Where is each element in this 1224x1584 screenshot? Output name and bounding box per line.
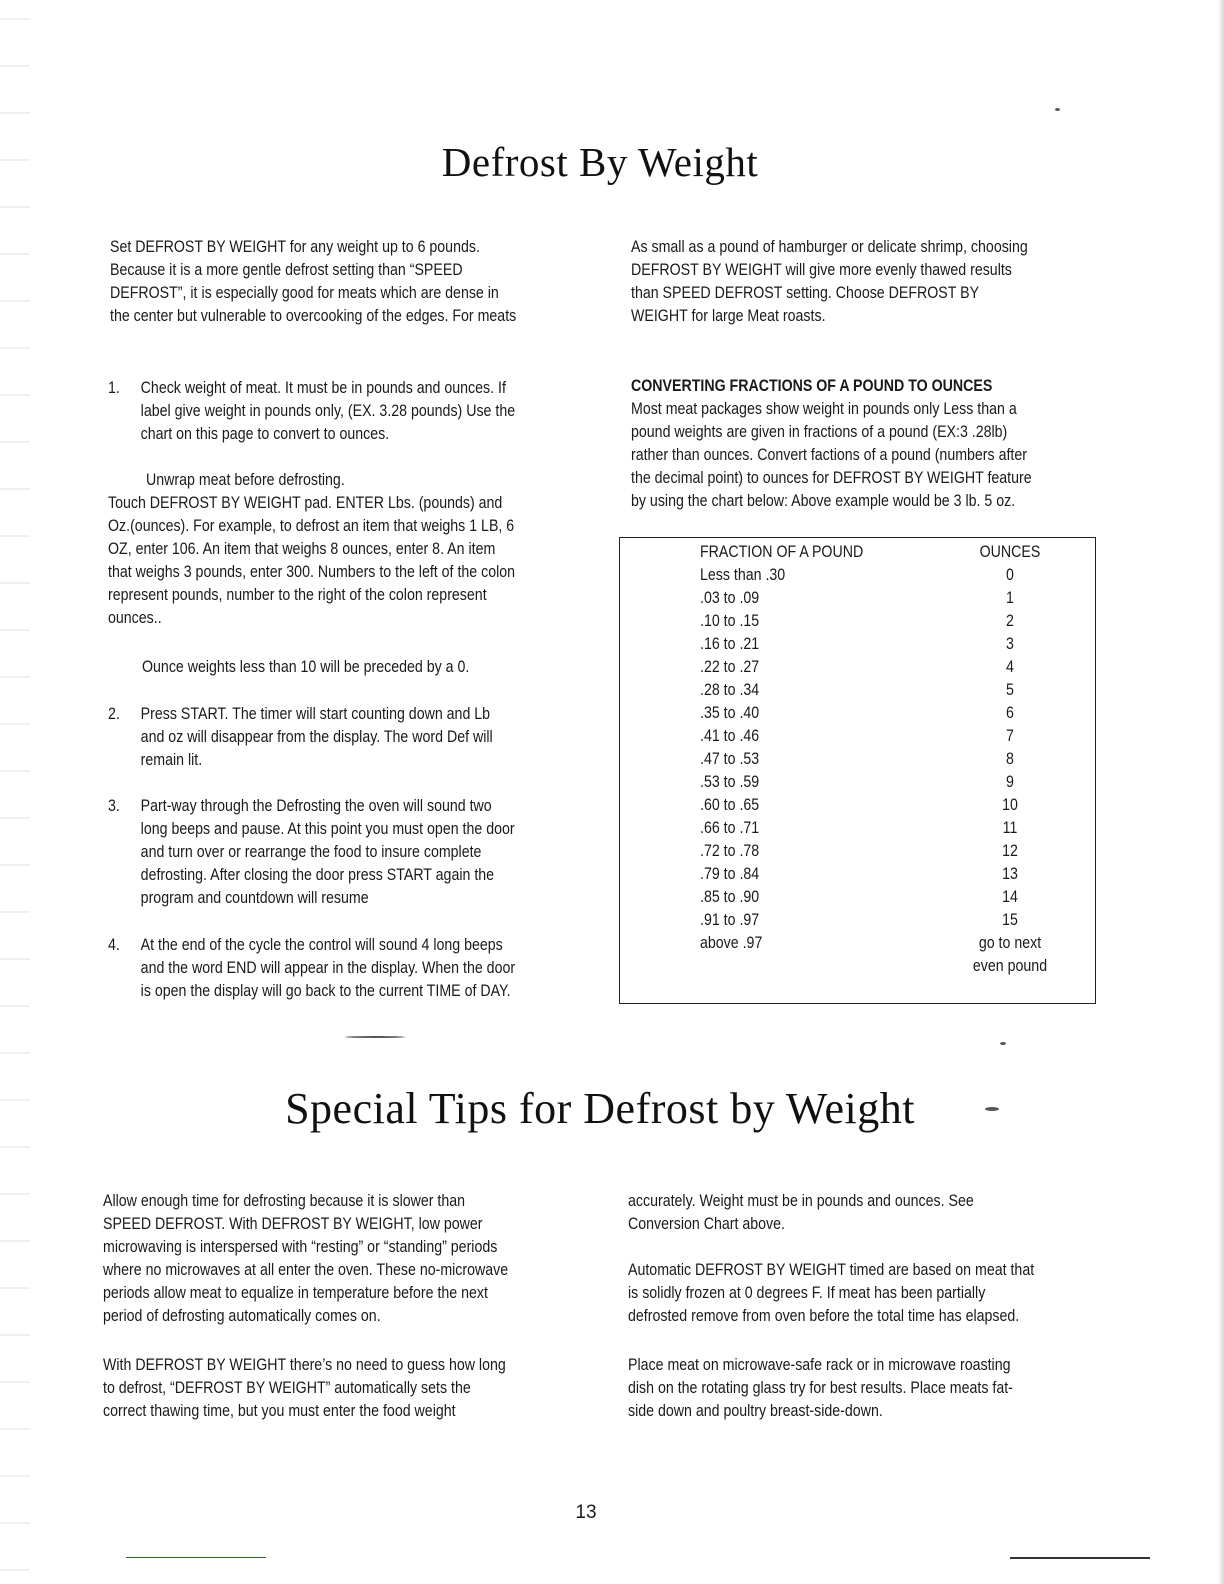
chart-cell-ounces: 1: [1006, 589, 1014, 607]
footer-rule-left: [126, 1557, 266, 1558]
chart-cell-fraction: Less than .30: [700, 566, 786, 584]
step-number: 3.: [108, 797, 120, 815]
chart-cell-ounces: 10: [1002, 796, 1018, 814]
step-3: 3. Part-way through the Defrosting the oven will sound two long beeps and pause. At this point you must open the door and turn over or rearrange the food to insure complete defrosting. After closing the door press START again the program and countdown will resume: [108, 797, 515, 907]
conversion-chart: [619, 537, 1096, 1004]
chart-cell-ounces: 6: [1006, 704, 1014, 722]
tips-left-p2: With DEFROST BY WEIGHT there’s no need to guess how long to defrost, “DEFROST BY WEIGHT” automatically sets the correct thawing time, but you must enter the food weight: [103, 1356, 506, 1420]
chart-cell-ounces: 5: [1006, 681, 1014, 699]
chart-cell-ounces: 14: [1002, 888, 1018, 906]
chart-cell-fraction: .10 to .15: [700, 612, 760, 630]
chart-cell-ounces: 8: [1006, 750, 1014, 768]
chart-cell-fraction: .22 to .27: [700, 658, 760, 676]
chart-cell-ounces: 13: [1002, 865, 1018, 883]
tips-right-p3: Place meat on microwave-safe rack or in microwave roasting dish on the rotating glass try for best results. Place meats fat- side down and poultry breast-side-down.: [628, 1356, 1013, 1420]
unwrap-note: Unwrap meat before defrosting.: [146, 471, 345, 489]
tips-right-p2: Automatic DEFROST BY WEIGHT timed are based on meat that is solidly frozen at 0 degrees F. If meat has been partially defrosted remove from oven before the total time has elapsed.: [628, 1261, 1035, 1325]
tips-title: Special Tips for Defrost by Weight: [285, 1084, 915, 1133]
chart-cell-ounces: 3: [1006, 635, 1014, 653]
page-number: 13: [575, 1502, 597, 1523]
chart-cell-fraction: .85 to .90: [700, 888, 760, 906]
intro-left: Set DEFROST BY WEIGHT for any weight up to 6 pounds. Because it is a more gentle defrost setting than “SPEED DEFROST”, it is especially good for meats which are dense in the center but vulnerable to overcooking of the edges. For meats: [110, 238, 517, 325]
ounce-note: Ounce weights less than 10 will be preceded by a 0.: [142, 658, 470, 676]
scan-speck: [1055, 108, 1060, 111]
step-2: 2. Press START. The timer will start counting down and Lb and oz will disappear from the display. The word Def will remain lit.: [108, 705, 493, 769]
chart-cell-fraction: .91 to .97: [700, 911, 760, 929]
converting-text: Most meat packages show weight in pounds only Less than a pound weights are given in fractions of a pound (EX:3 .28lb) rather than ounces. Convert factions of a pound (numbers after the decimal point) to ounces for DEFROST BY WEIGHT feature by using the chart below: Above example would be 3 lb. 5 oz.: [631, 400, 1032, 510]
chart-cell-fraction: .72 to .78: [700, 842, 760, 860]
converting-heading: CONVERTING FRACTIONS OF A POUND TO OUNCES: [631, 377, 993, 395]
chart-cell-ounces: go to next: [978, 934, 1042, 952]
chart-cell-fraction: .60 to .65: [700, 796, 760, 814]
footer-rule-right: [1010, 1557, 1150, 1559]
chart-cell-ounces: 7: [1006, 727, 1014, 745]
step-4: 4. At the end of the cycle the control will sound 4 long beeps and the word END will appear in the display. When the door is open the display will go back to the current TIME of DAY.: [108, 936, 516, 1000]
step-number: 4.: [108, 936, 120, 954]
scan-speck: [1000, 1042, 1006, 1045]
chart-cell-ounces: 12: [1002, 842, 1018, 860]
intro-right: As small as a pound of hamburger or delicate shrimp, choosing DEFROST BY WEIGHT will give more evenly thawed results than SPEED DEFROST setting. Choose DEFROST BY WEIGHT for large Meat roasts.: [631, 238, 1028, 325]
scan-speck: [985, 1107, 999, 1111]
chart-cell-ounces: 9: [1006, 773, 1014, 791]
chart-cell-fraction: .03 to .09: [700, 589, 760, 607]
chart-cell-fraction: .35 to .40: [700, 704, 760, 722]
chart-cell-ounces: 0: [1006, 566, 1014, 584]
step-number: 2.: [108, 705, 120, 723]
chart-cell-ounces: 15: [1002, 911, 1018, 929]
tips-left-p1: Allow enough time for defrosting because it is slower than SPEED DEFROST. With DEFROST BY WEIGHT, low power microwaving is interspersed with “resting” or “standing” periods where no microwaves at all enter the oven. These no-microwave periods allow meat to equalize in temperature before the next period of defrosting automatically comes on.: [103, 1192, 509, 1325]
chart-cell-ounces: 11: [1002, 819, 1018, 837]
chart-cell-ounces: 2: [1006, 612, 1014, 630]
chart-header-ounces: OUNCES: [979, 543, 1041, 561]
scan-edge-left: [0, 0, 30, 1584]
scan-edge-right: [1218, 0, 1224, 1584]
chart-cell-fraction: .53 to .59: [700, 773, 760, 791]
step-1: 1. Check weight of meat. It must be in pounds and ounces. If label give weight in pounds only, (EX. 3.28 pounds) Use the chart on this page to convert to ounces.: [108, 379, 516, 443]
chart-cell-fraction: .16 to .21: [700, 635, 760, 653]
chart-cell-fraction: .66 to .71: [700, 819, 760, 837]
chart-cell-fraction: .79 to .84: [700, 865, 760, 883]
step-number: 1.: [108, 379, 120, 397]
page-title: Defrost By Weight: [441, 139, 759, 185]
tips-right-p1: accurately. Weight must be in pounds and ounces. See Conversion Chart above.: [628, 1192, 974, 1233]
chart-header-fraction: FRACTION OF A POUND: [700, 543, 864, 561]
chart-cell-ounces: 4: [1006, 658, 1014, 676]
chart-cell-ounces: even pound: [972, 957, 1048, 975]
chart-cell-fraction: above .97: [700, 934, 763, 952]
chart-cell-fraction: .41 to .46: [700, 727, 760, 745]
touch-instructions: Touch DEFROST BY WEIGHT pad. ENTER Lbs. (pounds) and Oz.(ounces). For example, to defrost an item that weighs 1 LB, 6 OZ, enter 106. An item that weighs 8 ounces, enter 8. An item that weighs 3 pounds, enter 300. Numbers to the left of the colon represent pounds, number to the right of the colon represent ounces..: [108, 494, 516, 627]
chart-cell-fraction: .28 to .34: [700, 681, 760, 699]
chart-cell-fraction: .47 to .53: [700, 750, 760, 768]
scan-speck: [345, 1036, 405, 1038]
